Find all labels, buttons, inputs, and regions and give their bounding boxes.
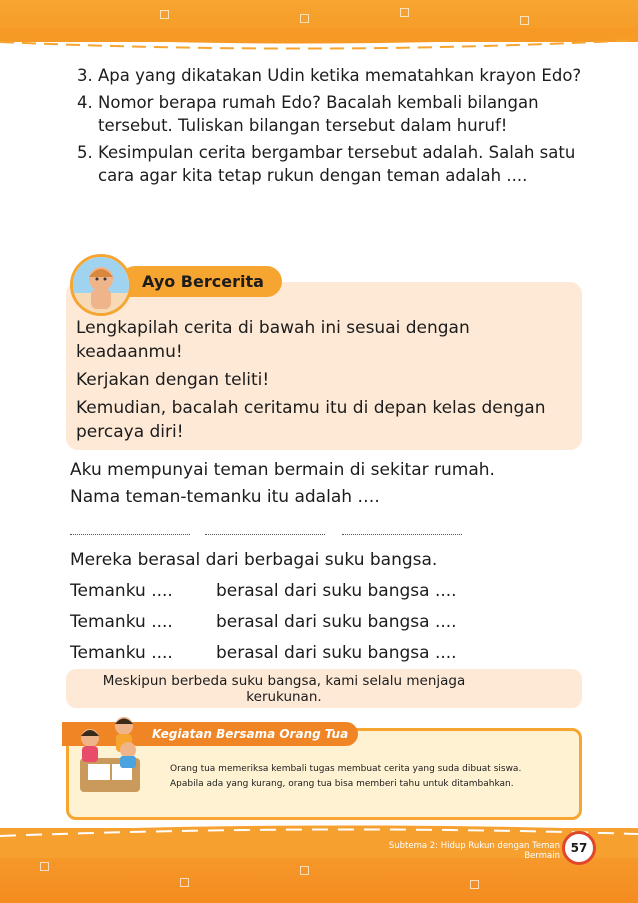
question-text: Nomor berapa rumah Edo? Bacalah kembali bilangan tersebut. Tuliskan bilangan tersebut dalam huruf! [98,93,539,135]
decor-square [520,16,529,25]
tribe-blank: berasal dari suku bangsa .... [216,643,457,663]
blank-line[interactable] [70,534,190,535]
parent-activity-line: Apabila ada yang kurang, orang tua bisa memberi tahu untuk ditambahkan. [170,779,514,789]
decor-square [40,862,49,871]
blank-lines [70,534,470,538]
tribe-rows [70,545,590,669]
tribe-row [70,576,590,607]
story-instructions [76,316,576,448]
question-number: 5. [77,143,93,162]
story-line: Mereka berasal dari berbagai suku bangsa. [70,550,438,570]
question-item [77,141,600,187]
blank-line[interactable] [342,534,462,535]
page-number: 57 [562,831,596,865]
decor-square [470,880,479,889]
blank-line[interactable] [205,534,325,535]
harmony-note: Meskipun berbeda suku bangsa, kami selalu menjaga kerukunan. [66,669,582,708]
child-avatar-icon [70,254,132,316]
decor-square [160,10,169,19]
friend-blank: Temanku .... [70,581,173,601]
friend-blank: Temanku .... [70,612,173,632]
instruction-text: Kerjakan dengan teliti! [76,370,270,390]
parent-activity-line: Orang tua memeriksa kembali tugas membuat cerita yang suda dibuat siswa. [170,764,522,774]
question-item [77,64,600,87]
family-reading-illustration [68,710,152,802]
decor-square [180,878,189,887]
instruction-text: Lengkapilah cerita di bawah ini sesuai dengan keadaanmu! [76,318,470,362]
section-title: Ayo Bercerita [120,266,282,297]
chapter-subtitle: Subtema 2: Hidup Rukun dengan Teman Bermain [388,841,560,861]
story-line: Aku mempunyai teman bermain di sekitar rumah. [70,460,495,480]
story-text [70,457,590,511]
tribe-row [70,638,590,669]
decor-square [300,866,309,875]
decor-square [400,8,409,17]
question-number: 4. [77,93,93,112]
parent-activity-text [170,762,570,792]
question-number: 3. [77,66,93,85]
instruction-text: Kemudian, bacalah ceritamu itu di depan kelas dengan percaya diri! [76,398,546,442]
parent-activity-title: Kegiatan Bersama Orang Tua [62,722,358,746]
question-text: Apa yang dikatakan Udin ketika mematahkan krayon Edo? [98,66,582,85]
tribe-row [70,607,590,638]
friend-blank: Temanku .... [70,643,173,663]
question-list [77,64,600,191]
tribe-blank: berasal dari suku bangsa .... [216,612,457,632]
question-text: Kesimpulan cerita bergambar tersebut adalah. Salah satu cara agar kita tetap rukun dengan teman adalah .... [98,143,576,185]
story-line: Nama teman-temanku itu adalah …. [70,487,380,507]
tribe-blank: berasal dari suku bangsa .... [216,581,457,601]
question-item [77,91,600,137]
decor-square [300,14,309,23]
header-wave [0,28,638,58]
